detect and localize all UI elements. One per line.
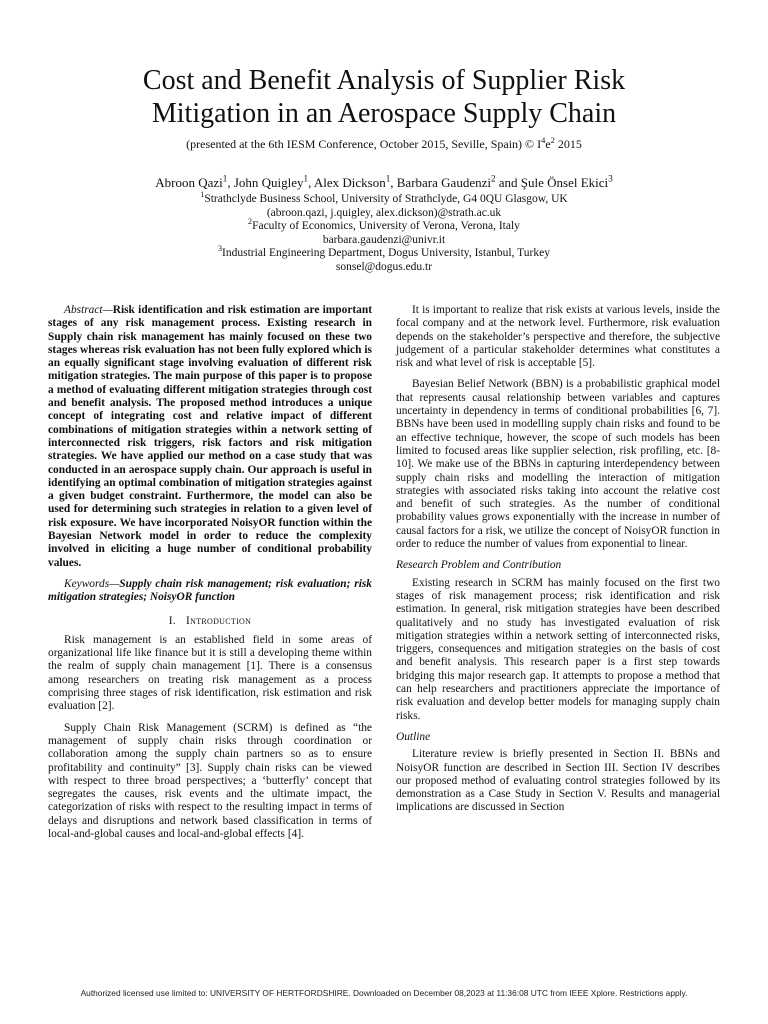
paper-title xyxy=(40,64,728,130)
section-heading-introduction: I. Introduction xyxy=(168,614,252,627)
affiliation-3-email: sonsel@dogus.edu.tr xyxy=(335,260,433,273)
right-paragraph-2: Bayesian Belief Network (BBN) is a probabilistic graphical model that represents causal relationship between variables and captures uncertainty in dependency in terms of conditional probabilities [6, 7]. BBNs have been used in modelling supply chain risks and found to be an effective technique, however, the scope of such models has been limited to focused areas like supplier selection, risk profiling, etc. [8-10]. We make use of the BBNs in capturing interdependency between supply chain risks and modelling the interaction of mitigation strategies with associated risks taking into account the relative cost and benefit of such strategies. As the number of conditional probability values grows exponentially with the increase in number of causal factors for a risk, we utilize the concept of NoisyOR function in order to reduce the number of values from exponential to linear. xyxy=(396,378,720,551)
affiliations xyxy=(40,190,728,275)
affiliation-1: $^1$Strathclyde Business School, University of Strathclyde, G4 0QU Glasgow, UK xyxy=(200,190,568,205)
affiliation-1-email: (abroon.qazi, j.quigley, alex.dickson)@strath.ac.uk xyxy=(266,206,502,219)
subheading-outline: Outline xyxy=(396,730,431,743)
title-line-2: Mitigation in an Aerospace Supply Chain xyxy=(151,98,617,129)
ieee-license-footer: Authorized licensed use limited to: UNIVERSITY OF HERTFORDSHIRE. Downloaded on December 08,2023 at 11:36:08 UTC from IEEE Xplore. Restrictions apply. xyxy=(80,988,688,998)
affiliation-3: $^3$Industrial Engineering Department, Dogus University, Istanbul, Turkey xyxy=(218,244,550,260)
left-column xyxy=(48,304,372,849)
affiliation-2: $^2$Faculty of Economics, University of Verona, Verona, Italy xyxy=(248,217,520,233)
right-paragraph-3: Existing research in SCRM has mainly focused on the first two stages of risk management process; risk identification and risk estimation. In general, risk mitigation strategies have been described qualitatively and no study has investigated evaluation of risk mitigation strategies within a network setting of interconnected risks, triggers, consequences and mitigation strategies on the basis of cost and benefit analysis. This research paper is a first step towards bridging this major research gap. It attempts to propose a method that can help researchers and practitioners appreciate the importance of risk evaluation and develop better models for managing supply chain risks. xyxy=(396,576,720,722)
affiliation-2-email: barbara.gaudenzi@univr.it xyxy=(322,233,446,246)
right-paragraph-1: It is important to realize that risk exists at various levels, inside the focal company and at the network level. Furthermore, risk evaluation depends on the stakeholder’s perspective and therefore, the subjective judgement of a particular stakeholder determines what constitutes a risk and what level of risk is acceptable [5]. xyxy=(396,304,720,370)
author: Barbara Gaudenzi xyxy=(396,175,491,190)
abstract: Abstract—Risk identification and risk estimation are important stages of any risk management process. Existing research in Supply chain risk management has mainly focused on these two stages whereas risk evaluation has not been fully explored which is an equally significant stage involving evaluation of different risk mitigation strategies. The main purpose of this paper is to propose a method of evaluating different mitigation strategies through cost and benefit analysis. The proposed method introduces a unique concept of integrating cost and relative impact of different combinations of mitigation strategies within a network setting of interconnected risk triggers, risk factors and risk mitigation strategies. We have applied our method on a case study that was conducted in an aerospace supply chain. Our approach is useful in identifying an optimal combination of mitigation strategies against a given budget constraint. Furthermore, the model can also be used for determining such strategies in relation to a given level of risk exposure. We have incorporated NoisyOR function within the Bayesian Network model in order to reduce the complexity involved in eliciting a huge number of conditional probability values. xyxy=(48,304,372,569)
subheading-research-problem: Research Problem and Contribution xyxy=(396,559,562,572)
title-line-1: Cost and Benefit Analysis of Supplier Risk xyxy=(142,65,626,96)
author-list: Abroon Qazi$^1$, John Quigley$^1$, Alex Dickson$^1$, Barbara Gaudenzi$^2$ and Şule Önsel Ekici$^3$ xyxy=(155,173,613,190)
right-paragraph-4: Literature review is briefly presented in Section II. BBNs and NoisyOR function are described in Section III. Section IV describes our proposed method of evaluating control strategies followed by its demonstration as a Case Study in Section V. Results and managerial implications are discussed in Section xyxy=(396,748,720,814)
author: John Quigley xyxy=(233,175,304,190)
author: Şule Önsel Ekici xyxy=(520,175,609,190)
intro-paragraph-1: Risk management is an established field in some areas of organizational life like finance but it is still a developing theme within the realm of supply chain management [1]. There is a consensus among researchers on treating risk management as a process comprising three stages of risk identification, risk estimation and risk evaluation [2]. xyxy=(48,633,372,713)
keywords: Keywords—Supply chain risk management; risk evaluation; risk mitigation strategies; NoisyOR function xyxy=(48,577,372,604)
author: Abroon Qazi xyxy=(155,175,223,190)
intro-paragraph-2: Supply Chain Risk Management (SCRM) is defined as “the management of supply chain risks through coordination or collaboration among the supply chain partners so as to ensure profitability and continuity” [3]. Supply chain risks can be viewed with respect to three broad perspectives; a ‘butterfly’ concept that segregates the causes, risk events and the ultimate impact, the categorization of risks with respect to the resulting impact in terms of delays and disruptions and network based classification in terms of local-and-global causes and local-and-global effects [4]. xyxy=(48,721,372,840)
right-column xyxy=(396,304,720,823)
author: Alex Dickson xyxy=(313,175,386,190)
presented-note: (presented at the 6th IESM Conference, October 2015, Seville, Spain) © $I^4e^2$ 2015 xyxy=(186,136,582,151)
